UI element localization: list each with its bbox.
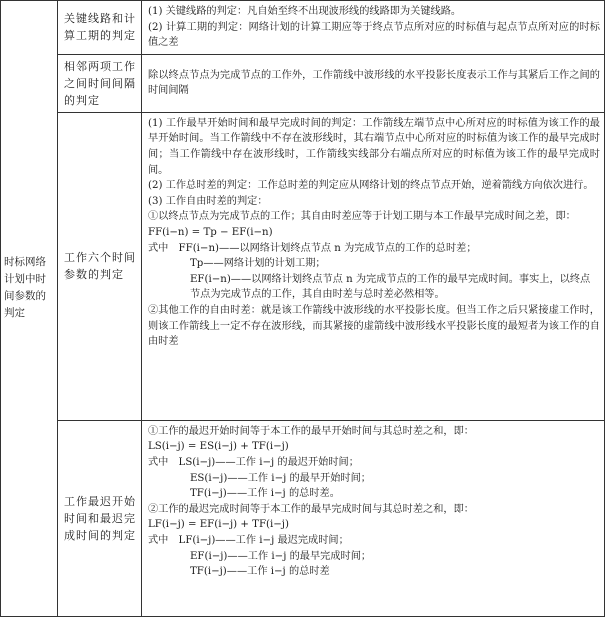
content-line: (1) 工作最早开始时间和最早完成时间的判定：工作箭线左端节点中心所对应的时标值为该工作的最早开始时间。当工作箭线中不存在波形线时，其右端节点中心所对应的时标值为该工作的最早完成时间；当工作箭线中存在波形线时，工作箭线实线部分右端点所对应的时标值为该工作的最早完成时间。 bbox=[148, 117, 600, 176]
row-label: 关键线路和计算工期的判定 bbox=[58, 1, 142, 55]
content-line: ②工作的最迟完成时间等于本工作的最早完成时间与其总时差之和，即： bbox=[148, 503, 474, 515]
row-content bbox=[142, 1, 605, 55]
table-row bbox=[1, 112, 605, 420]
formula-line: LF(i−j) = EF(i−j) + TF(i−j) bbox=[148, 519, 289, 531]
content-line: 除以终点节点为完成节点的工作外，工作箭线中波形线的水平投影长度表示工作与其紧后工作之间的时间间隔 bbox=[148, 69, 600, 97]
group-label-cell bbox=[1, 112, 58, 616]
content-line: ES(i−j)——工作 i−j 的最早开始时间； bbox=[190, 472, 371, 484]
content-line: (2) 工作总时差的判定：工作总时差的判定应从网络计划的终点节点开始，逆着箭线方向依次进行。 bbox=[148, 180, 594, 192]
content-line: ②其他工作的自由时差：就是该工作箭线中波形线的水平投影长度。但当工作之后只紧接虚工作时，则该工作箭线上一定不存在波形线，而其紧接的虚箭线中波形线水平投影长度的最短者为该工作的自由时差 bbox=[148, 304, 600, 348]
content-line: TF(i−j)——工作 i−j 的总时差。 bbox=[190, 488, 340, 500]
row-label: 工作最迟开始时间和最迟完成时间的判定 bbox=[58, 420, 142, 616]
empty-group-cell bbox=[1, 1, 58, 55]
row-label: 相邻两项工作之间时间间隔的判定 bbox=[58, 54, 142, 112]
content-line: (2) 计算工期的判定：网络计划的计算工期应等于终点节点所对应的时标值与起点节点所对应的时标值之差 bbox=[148, 21, 600, 49]
content-line: ①工作的最迟开始时间等于本工作的最早开始时间与其总时差之和，即： bbox=[148, 425, 474, 437]
group-label: 时标网络计划中时间参数的判定 bbox=[4, 256, 46, 320]
content-line: EF(i−j)——工作 i−j 的最早完成时间； bbox=[190, 550, 372, 562]
row-label: 工作六个时间参数的判定 bbox=[58, 112, 142, 420]
table-row bbox=[1, 420, 605, 616]
content-line: 式中 LF(i−j)——工作 i−j 最迟完成时间； bbox=[148, 534, 349, 546]
formula-line: FF(i−n) = Tp − EF(i−n) bbox=[148, 226, 273, 238]
formula-line: LS(i−j) = ES(i−j) + TF(i−j) bbox=[148, 441, 289, 453]
table-row bbox=[1, 54, 605, 112]
row-content bbox=[142, 54, 605, 112]
content-line: 式中 LS(i−j)——工作 i−j 的最迟开始时间； bbox=[148, 456, 359, 468]
table-row bbox=[1, 1, 605, 55]
content-line: TF(i−j)——工作 i−j 的总时差 bbox=[190, 566, 330, 578]
content-line: (3) 工作自由时差的判定： bbox=[148, 195, 268, 207]
content-line: EF(i−n)——以网络计划终点节点 n 为完成节点的工作的最早完成时间。事实上，以终点节点为完成节点的工作，其自由时差与总时差必然相等。 bbox=[190, 273, 591, 301]
content-line: Tp——网络计划的计划工期； bbox=[190, 258, 326, 270]
empty-group-cell bbox=[1, 54, 58, 112]
row-content bbox=[142, 420, 605, 616]
content-line: ①以终点节点为完成节点的工作；其自由时差应等于计划工期与本工作最早完成时间之差，即： bbox=[148, 211, 576, 223]
content-line: 式中 FF(i−n)——以网络计划终点节点 n 为完成节点的工作的总时差； bbox=[148, 242, 477, 254]
row-content bbox=[142, 112, 605, 420]
content-line: (1) 关键线路的判定：凡自始至终不出现波形线的线路即为关键线路。 bbox=[148, 6, 462, 17]
